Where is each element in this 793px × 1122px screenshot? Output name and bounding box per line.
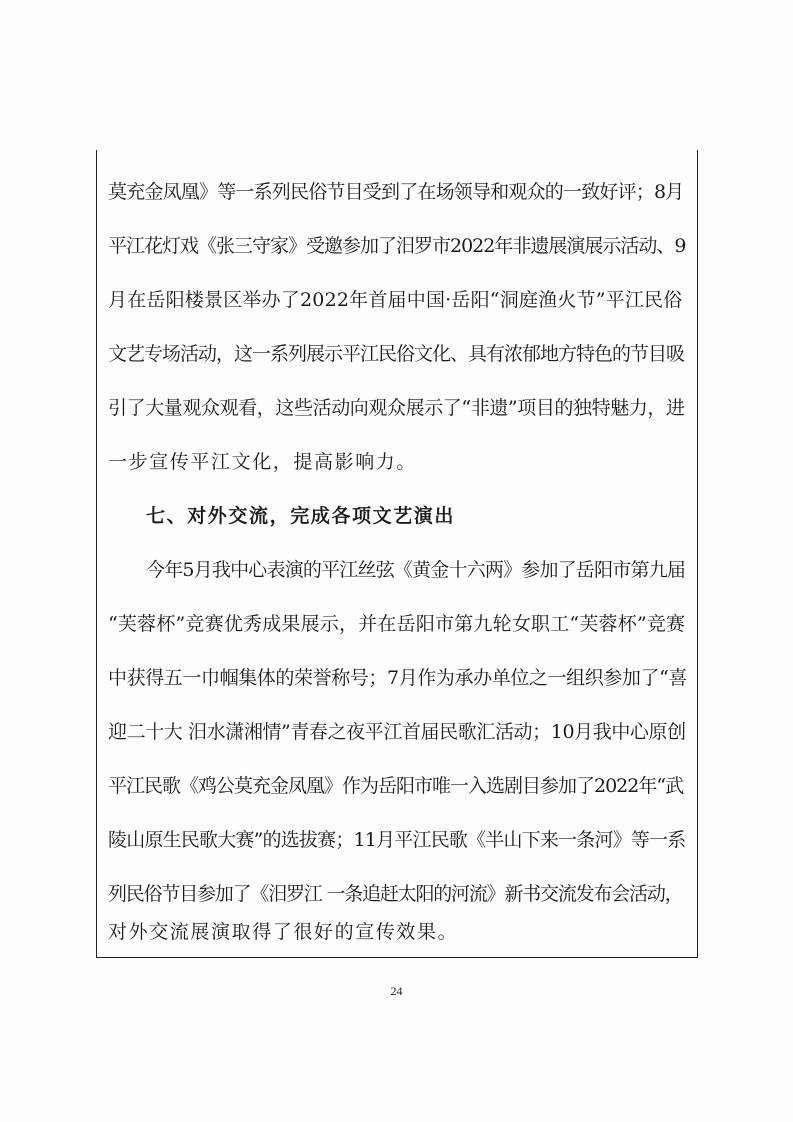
paragraph-2-line-6: 陵山原生民歌大赛”的选拔赛；11月平江民歌《半山下来一条河》等一系 bbox=[108, 829, 686, 851]
page-number: 24 bbox=[390, 984, 403, 998]
paragraph-2-line-1: 今年5月我中心表演的平江丝弦《黄金十六两》参加了岳阳市第九届 bbox=[146, 559, 686, 581]
paragraph-1-line-6: 一步宣传平江文化，提高影响力。 bbox=[108, 451, 418, 473]
section-heading: 七、对外交流，完成各项文艺演出 bbox=[146, 505, 456, 527]
paragraph-2-line-8: 对外交流展演取得了很好的宣传效果。 bbox=[108, 921, 459, 943]
paragraph-2-line-4: 迎二十大 汨水潇湘情”青春之夜平江首届民歌汇活动；10月我中心原创 bbox=[108, 721, 686, 743]
paragraph-2-line-7: 列民俗节目参加了《汨罗江 一条追赶太阳的河流》新书交流发布会活动， bbox=[108, 883, 683, 905]
paragraph-1-line-4: 文艺专场活动，这一系列展示平江民俗文化、具有浓郁地方特色的节目吸 bbox=[108, 343, 685, 365]
paragraph-1-line-5: 引了大量观众观看，这些活动向观众展示了“非遗”项目的独特魅力，进 bbox=[108, 397, 685, 419]
paragraph-2-line-3: 中获得五一巾帼集体的荣誉称号；7月作为承办单位之一组织参加了“喜 bbox=[108, 667, 688, 689]
paragraph-1-line-2: 平江花灯戏《张三守家》受邀参加了汨罗市2022年非遗展演展示活动、9 bbox=[108, 235, 686, 257]
paragraph-1-line-1: 莫充金凤凰》等一系列民俗节目受到了在场领导和观众的一致好评；8月 bbox=[108, 181, 684, 203]
paragraph-2-line-2: “芙蓉杯”竞赛优秀成果展示，并在岳阳市第九轮女职工“芙蓉杯”竞赛 bbox=[108, 613, 686, 635]
paragraph-2-line-5: 平江民歌《鸡公莫充金凤凰》作为岳阳市唯一入选剧目参加了2022年“武 bbox=[108, 775, 684, 797]
paragraph-1-line-3: 月在岳阳楼景区举办了2022年首届中国·岳阳“洞庭渔火节”平江民俗 bbox=[108, 289, 683, 311]
